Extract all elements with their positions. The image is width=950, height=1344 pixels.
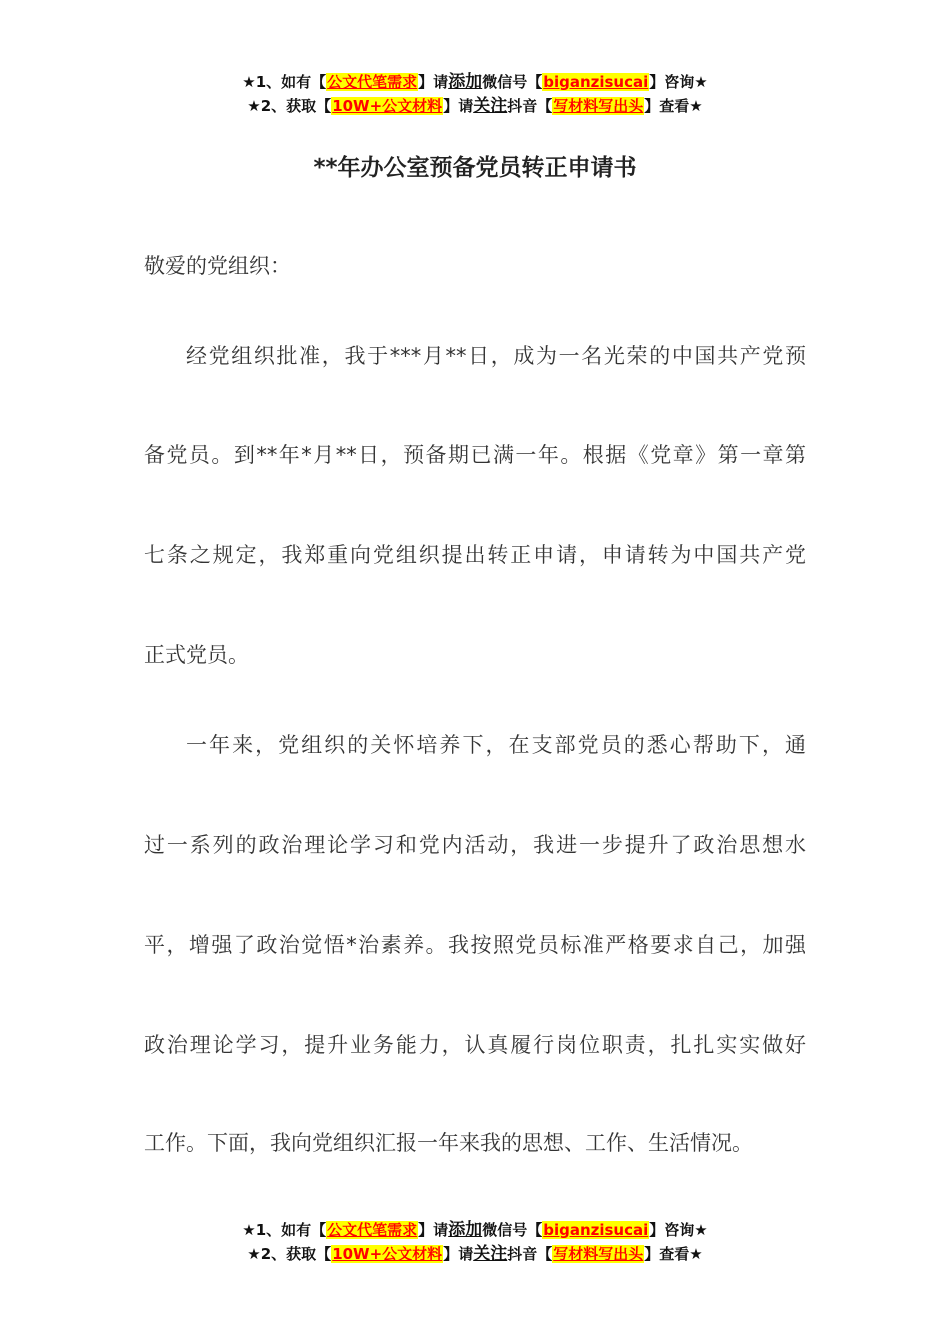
paragraph-1-line-1: 经党组织批准，我于***月**日，成为一名光荣的中国共产党预 xyxy=(186,344,806,368)
promo-douyin-id: 写材料写出头 xyxy=(553,1245,644,1263)
promo-line-1: ★1、如有【公文代笔需求】请添加微信号【biganzisucai】咨询★ xyxy=(242,1220,708,1240)
promo-emphasis-add: 添加 xyxy=(448,1220,483,1240)
promo-highlight-service: 公文代笔需求 xyxy=(327,1221,418,1239)
promo-header xyxy=(0,70,950,118)
promo-line-1: ★1、如有【公文代笔需求】请添加微信号【biganzisucai】咨询★ xyxy=(242,72,708,92)
salutation: 敬爱的党组织： xyxy=(144,254,291,278)
paragraph-2-line-4: 政治理论学习，提升业务能力，认真履行岗位职责，扎扎实实做好 xyxy=(144,1033,806,1057)
promo-line-2: ★2、获取【10W+公文材料】请关注抖音【写材料写出头】查看★ xyxy=(247,1244,703,1264)
paragraph-1-line-2: 备党员。到**年*月**日，预备期已满一年。根据《党章》第一章第 xyxy=(144,443,806,467)
paragraph-2-line-1: 一年来，党组织的关怀培养下，在支部党员的悉心帮助下，通 xyxy=(186,733,806,757)
promo-footer xyxy=(0,1218,950,1266)
paragraph-1-line-4: 正式党员。 xyxy=(144,643,249,667)
promo-highlight-materials: 10W+公文材料 xyxy=(332,97,443,115)
promo-highlight-materials: 10W+公文材料 xyxy=(332,1245,443,1263)
promo-emphasis-follow: 关注 xyxy=(473,96,508,116)
promo-line-2: ★2、获取【10W+公文材料】请关注抖音【写材料写出头】查看★ xyxy=(247,96,703,116)
paragraph-2-line-2: 过一系列的政治理论学习和党内活动，我进一步提升了政治思想水 xyxy=(144,833,806,857)
paragraph-2-line-5: 工作。下面，我向党组织汇报一年来我的思想、工作、生活情况。 xyxy=(144,1131,753,1155)
paragraph-1-line-3: 七条之规定，我郑重向党组织提出转正申请，申请转为中国共产党 xyxy=(144,543,806,567)
promo-emphasis-follow: 关注 xyxy=(473,1244,508,1264)
promo-douyin-id: 写材料写出头 xyxy=(553,97,644,115)
promo-wechat-id: biganzisucai xyxy=(543,1221,649,1239)
promo-highlight-service: 公文代笔需求 xyxy=(327,73,418,91)
promo-emphasis-add: 添加 xyxy=(448,72,483,92)
paragraph-2-line-3: 平，增强了政治觉悟*治素养。我按照党员标准严格要求自己，加强 xyxy=(144,933,806,957)
document-title: **年办公室预备党员转正申请书 xyxy=(313,155,637,181)
promo-wechat-id: biganzisucai xyxy=(543,73,649,91)
